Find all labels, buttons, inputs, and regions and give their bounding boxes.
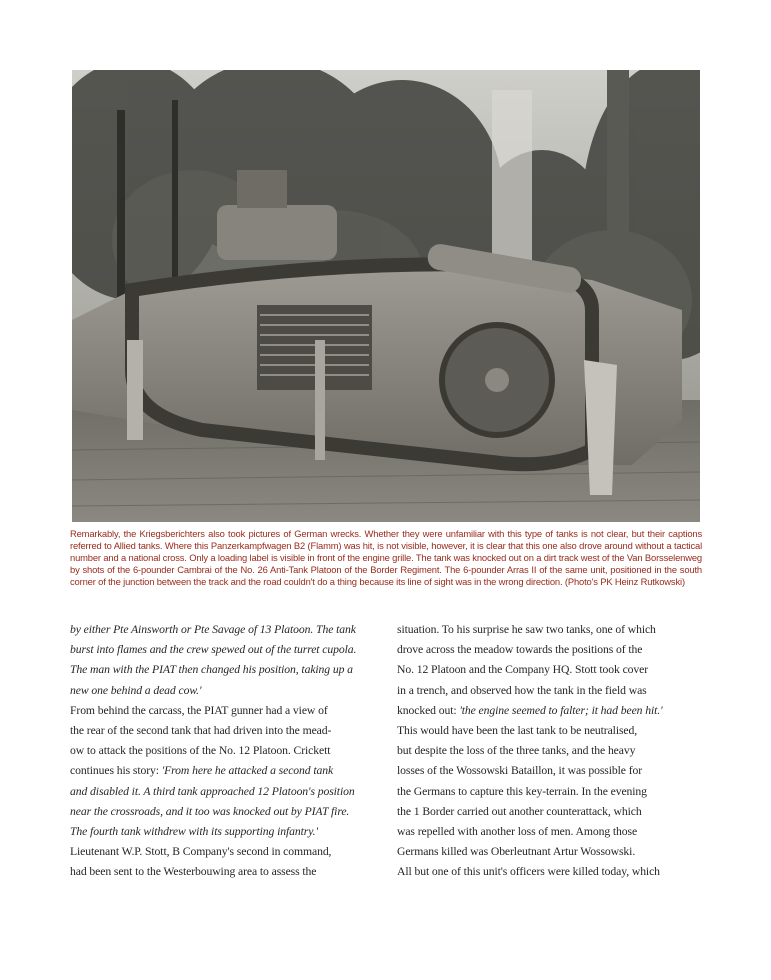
text-line — [70, 761, 370, 781]
text-line: had been sent to the Westerbouwing area to assess the — [70, 865, 317, 879]
text-line: was repelled with another loss of men. Among those — [397, 824, 638, 838]
text-line: The man with the PIAT then changed his position, taking up a — [70, 663, 353, 677]
text-line: ow to attack the positions of the No. 12 Platoon. Crickett — [70, 744, 331, 758]
text-line: the Germans to capture this key-terrain. In the evening — [397, 784, 647, 798]
text-line: No. 12 Platoon and the Company HQ. Stott took cover — [397, 663, 649, 677]
text-run: knocked out: — [397, 703, 460, 717]
quote-run: 'From here he attacked a second tank — [161, 764, 334, 778]
text-run: continues his story: — [70, 764, 162, 778]
body-text-right-column — [397, 620, 697, 882]
text-line: losses of the Wossowski Bataillon, it was possible for — [397, 764, 643, 778]
text-line: drove across the meadow towards the positions of the — [397, 643, 643, 657]
text-line: The fourth tank withdrew with its supporting infantry.' — [70, 824, 318, 838]
tank-photo — [72, 70, 700, 522]
text-line: and disabled it. A third tank approached 12 Platoon's position — [70, 784, 355, 798]
text-line: new one behind a dead cow.' — [70, 683, 202, 697]
text-line: Germans killed was Oberleutnant Artur Wossowski. — [397, 845, 636, 859]
body-text-left-column — [70, 620, 370, 882]
text-line — [397, 701, 697, 721]
text-line: situation. To his surprise he saw two tanks, one of which — [397, 623, 656, 636]
text-line: Lieutenant W.P. Stott, B Company's second in command, — [70, 845, 332, 859]
text-line: the 1 Border carried out another counterattack, which — [397, 804, 642, 818]
text-line: in a trench, and observed how the tank in the field was — [397, 683, 647, 697]
text-line: All but one of this unit's officers were killed today, which — [397, 865, 660, 879]
text-line: by either Pte Ainsworth or Pte Savage of 13 Platoon. The tank — [70, 623, 356, 636]
quote-run: 'the engine seemed to falter; it had been hit.' — [459, 703, 663, 717]
photo-caption: Remarkably, the Kriegsberichters also took pictures of German wrecks. Whether they were unfamiliar with this type of tanks is not clear, but their captions referred to Allied tanks. Where this Panzerkampfwagen B2 (Flamm) was hit, is not visible, however, it is clear that this one also drove around without a tactical number and a national cross. Only a loading label is visible in front of the engine grille. The tank was knocked out on a dirt track west of the Van Borsselenweg by shots of the 6-pounder Cambrai of the No. 26 Anti-Tank Platoon of the Border Regiment. The 6-pounder Arras II of the same unit, positioned in the south corner of the junction between the track and the road couldn't do a thing because its line of sight was in the wrong direction. (Photo's PK Heinz Rutkowski) — [70, 528, 702, 587]
text-line: the rear of the second tank that had driven into the mead- — [70, 723, 332, 737]
text-line: burst into flames and the crew spewed out of the turret cupola. — [70, 643, 357, 657]
text-line: near the crossroads, and it too was knocked out by PIAT fire. — [70, 804, 350, 818]
text-line: From behind the carcass, the PIAT gunner had a view of — [70, 703, 328, 717]
text-line: but despite the loss of the three tanks, and the heavy — [397, 744, 636, 758]
text-line: This would have been the last tank to be neutralised, — [397, 723, 638, 737]
